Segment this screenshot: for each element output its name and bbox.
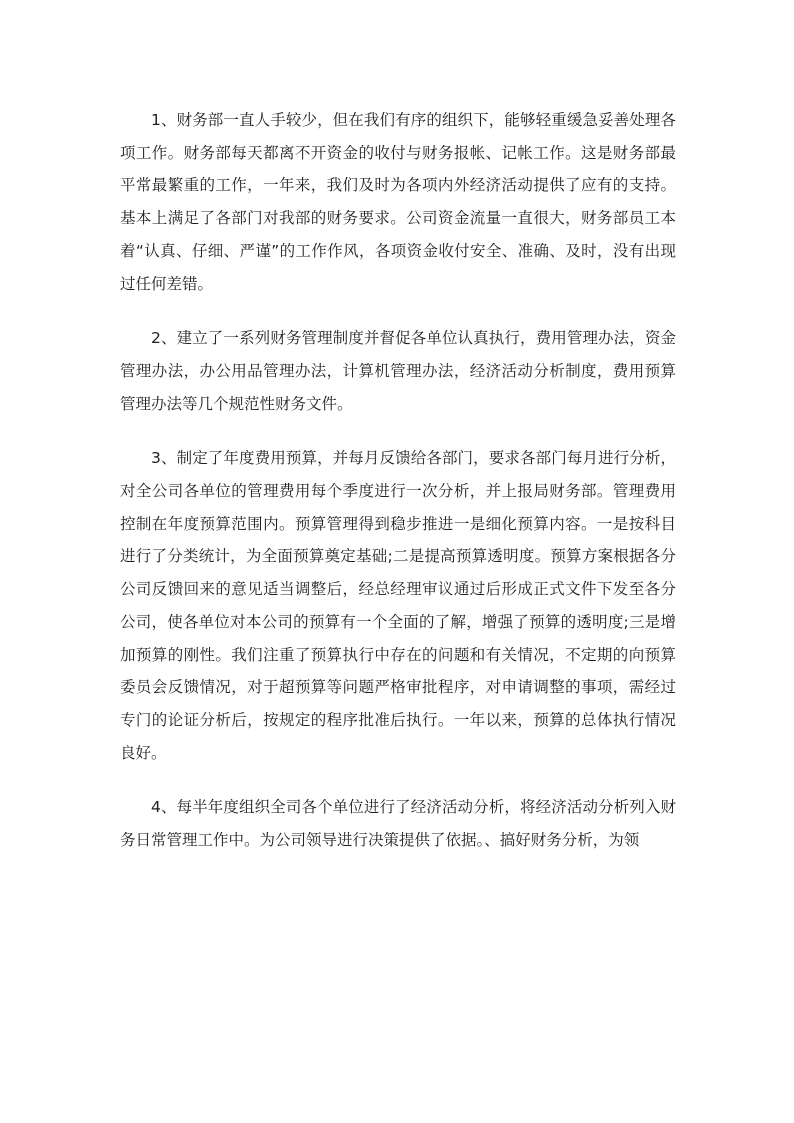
paragraph-1: 1、财务部一直人手较少，但在我们有序的组织下，能够轻重缓急妥善处理各项工作。财务部每天都离不开资金的收付与财务报帐、记帐工作。这是财务部最平常最繁重的工作，一年来，我们及时为各项内外经济活动提供了应有的支持。基本上满足了各部门对我部的财务要求。公司资金流量一直很大，财务部员工本着“认真、仔细、严谨”的工作作风，各项资金收付安全、准确、及时，没有出现过任何差错。 [120, 111, 676, 293]
paragraph-4: 4、每半年度组织全司各个单位进行了经济活动分析，将经济活动分析列入财务日常管理工作中。为公司领导进行决策提供了依据。、搞好财务分析，为领 [120, 798, 676, 850]
document-body [120, 104, 676, 879]
paragraph-2: 2、建立了一系列财务管理制度并督促各单位认真执行，费用管理办法，资金管理办法，办公用品管理办法，计算机管理办法，经济活动分析制度，费用预算管理办法等几个规范性财务文件。 [120, 329, 676, 413]
paragraph-3: 3、制定了年度费用预算，并每月反馈给各部门，要求各部门每月进行分析，对全公司各单位的管理费用每个季度进行一次分析，并上报局财务部。管理费用控制在年度预算范围内。预算管理得到稳步推进一是细化预算内容。一是按科目进行了分类统计，为全面预算奠定基础;二是提高预算透明度。预算方案根据各分公司反馈回来的意见适当调整后，经总经理审议通过后形成正式文件下发至各分公司，使各单位对本公司的预算有一个全面的了解，增强了预算的透明度;三是增加预算的刚性。我们注重了预算执行中存在的问题和有关情况，不定期的向预算委员会反馈情况，对于超预算等问题严格审批程序，对申请调整的事项，需经过专门的论证分析后，按规定的程序批准后执行。一年以来，预算的总体执行情况良好。 [120, 449, 676, 762]
